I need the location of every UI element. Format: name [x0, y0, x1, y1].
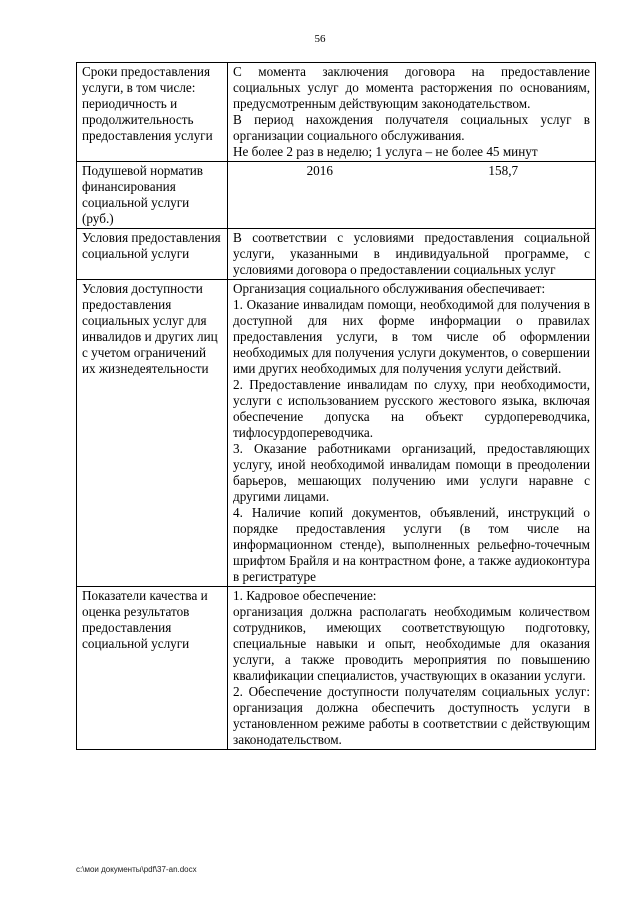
row-label-accessibility: Условия доступности предоставления социальных услуг для инвалидов и других лиц с учетом ограничений их жизнедеятельности [77, 280, 228, 587]
row-value-conditions [228, 229, 596, 280]
row-label-conditions: Условия предоставления социальной услуги [77, 229, 228, 280]
row-label-funding: Подушевой норматив финансирования социальной услуги (руб.) [77, 162, 228, 229]
row-label-terms: Сроки предоставления услуги, в том числе: периодичность и продолжительность предоставления услуги [77, 63, 228, 162]
paragraph: 4. Наличие копий документов, объявлений, инструкций о порядке предоставления услуги (в том числе на информационном стенде), выполненных рельефно-точечным шрифтом Брайля и на контрастном фоне, а также аудиоконтура в регистратуре [233, 505, 590, 584]
funding-year: 2016 [306, 163, 333, 178]
paragraph: 2. Предоставление инвалидам по слуху, при необходимости, услуги с использованием русского жестового языка, включая обеспечение допуска на объект сурдопереводчика, тифлосурдопереводчика. [233, 377, 590, 440]
paragraph: 1. Оказание инвалидам помощи, необходимой для получения в доступной для них форме информации о правилах предоставления услуги, в том числе об оформлении необходимых для получения услуги документов, о совершении ими других необходимых для получения услуги действий. [233, 297, 590, 376]
table-row [77, 587, 596, 750]
row-value-accessibility [228, 280, 596, 587]
funding-amount: 158,7 [488, 163, 519, 178]
page-number: 56 [314, 33, 326, 45]
paragraph: Организация социального обслуживания обеспечивает: [233, 281, 546, 296]
footer-file-path: c:\мои документы\pdf\37-an.docx [76, 865, 197, 874]
paragraph: 2. Обеспечение доступности получателям социальных услуг: организация должна обеспечить доступность услуги в установленном режиме работы в соответствии с действующим законодательством. [233, 684, 590, 747]
row-value-funding [228, 162, 596, 229]
row-value-terms [228, 63, 596, 162]
row-label-quality: Показатели качества и оценка результатов предоставления социальной услуги [77, 587, 228, 750]
table-row [77, 63, 596, 162]
paragraph: В соответствии с условиями предоставления социальной услуги, указанными в индивидуальной программе, с условиями договора о предоставлении социальных услуг [233, 230, 590, 277]
service-table [76, 62, 596, 750]
paragraph: С момента заключения договора на предоставление социальных услуг до момента расторжения по основаниям, предусмотренным действующим законодательством. [233, 64, 590, 111]
paragraph: В период нахождения получателя социальных услуг в организации социального обслуживания. [233, 112, 590, 143]
table-row [77, 280, 596, 587]
paragraph: Не более 2 раз в неделю; 1 услуга – не более 45 минут [233, 144, 538, 159]
table-row [77, 229, 596, 280]
table-row [77, 162, 596, 229]
funding-values [228, 162, 595, 226]
row-value-quality [228, 587, 596, 750]
paragraph: организация должна располагать необходимым количеством сотрудников, имеющих соответствующую подготовку, специальные навыки и опыт, необходимые для оказания услуги, а также проводить мероприятия по повышению квалификации специалистов, участвующих в оказании услуги. [233, 604, 590, 683]
paragraph: 1. Кадровое обеспечение: [233, 588, 377, 603]
paragraph: 3. Оказание работниками организаций, предоставляющих услугу, иной необходимой инвалидам помощи в преодолении барьеров, мешающих получению ими услуги наравне с другими лицами. [233, 441, 590, 504]
